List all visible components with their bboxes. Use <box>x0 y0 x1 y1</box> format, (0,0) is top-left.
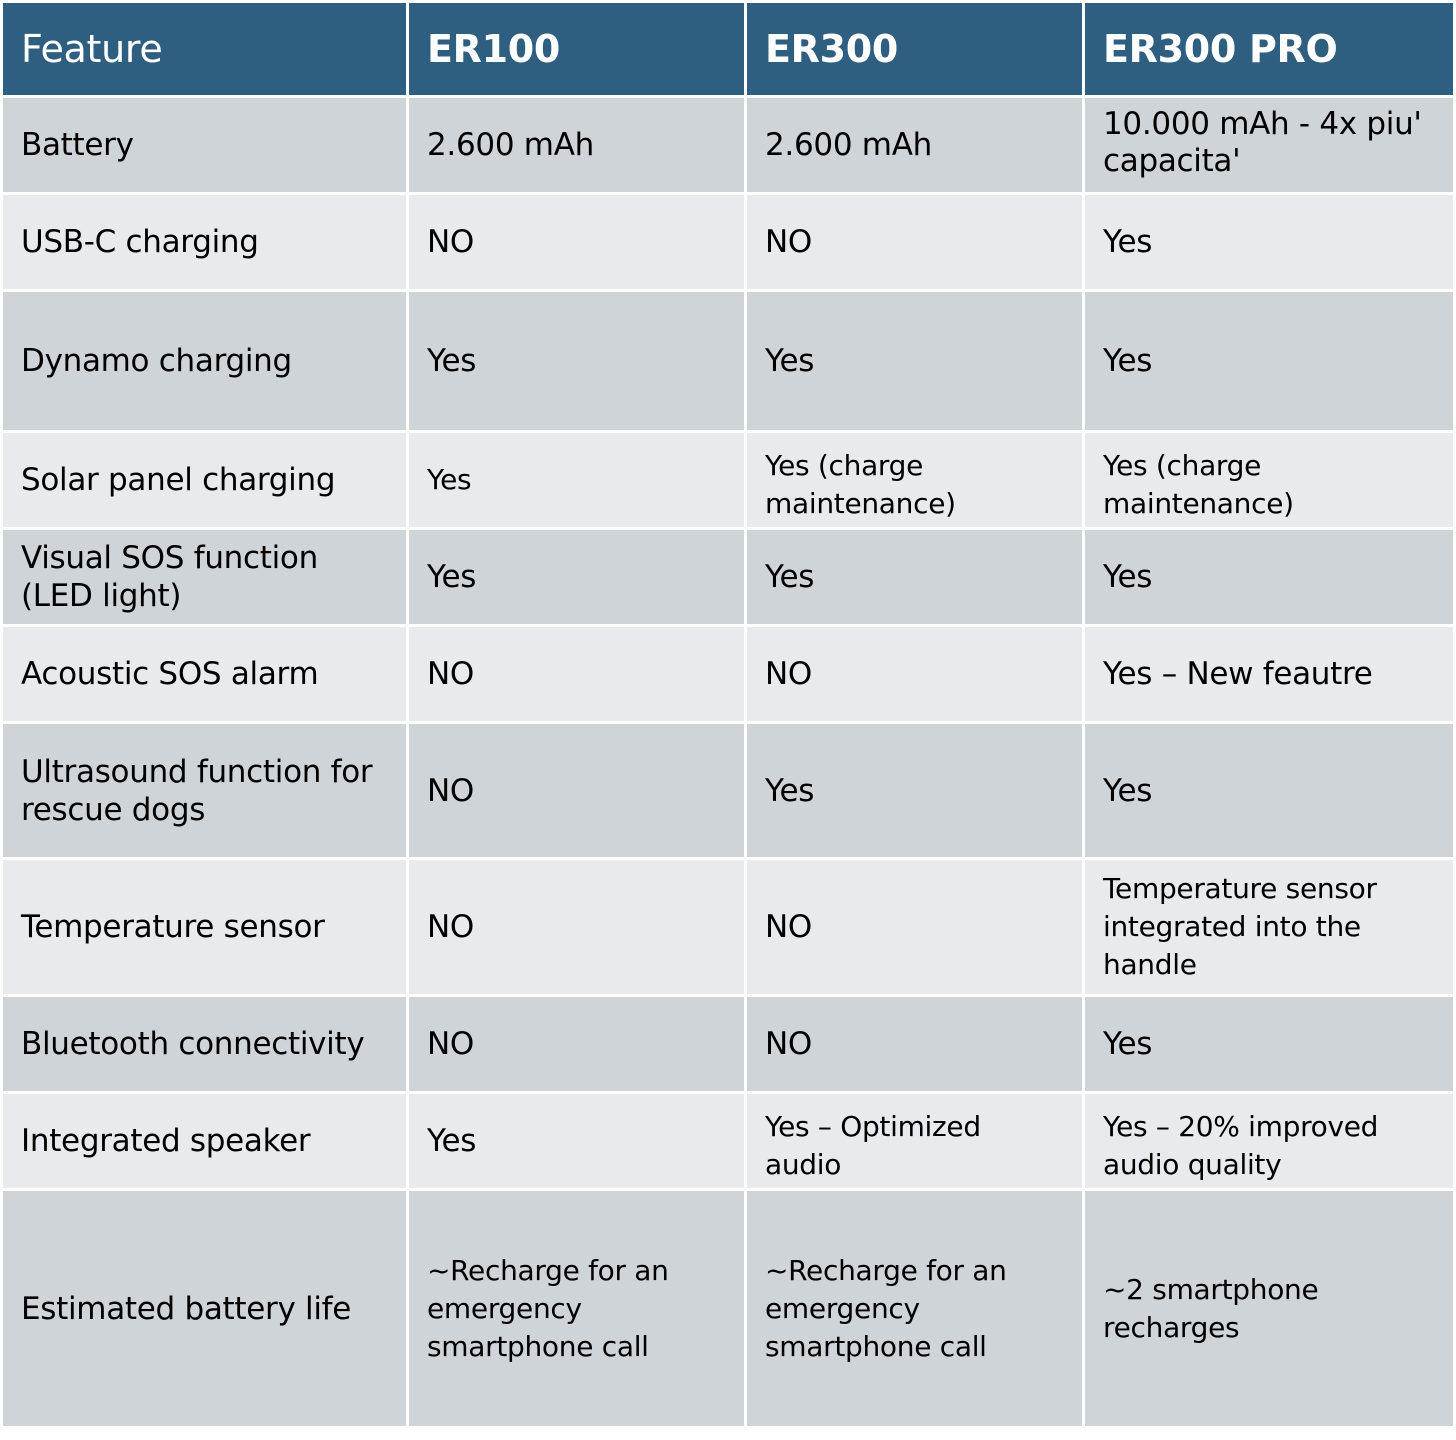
cell-text: NO <box>427 772 474 809</box>
header-er300-label: ER300 <box>765 27 899 71</box>
cell-text: Yes <box>427 559 477 595</box>
row-acoustic-sos-er300-pro <box>1085 627 1453 721</box>
header-er100 <box>409 3 744 95</box>
cell-text: NO <box>427 224 474 260</box>
header-er100-label: ER100 <box>427 27 561 71</box>
row-dynamo-feature <box>3 292 406 430</box>
cell-text: Yes (charge maintenance) <box>1103 449 1294 520</box>
row-temperature-feature <box>3 860 406 994</box>
row-usbc-er300-pro <box>1085 195 1453 289</box>
row-battery-feature <box>3 98 406 192</box>
row-visual-sos-er300 <box>747 530 1082 624</box>
cell-text: Yes <box>1103 559 1153 595</box>
cell-text: Yes <box>765 772 815 809</box>
row-ultrasound-feature <box>3 724 406 857</box>
row-dynamo-er300 <box>747 292 1082 430</box>
cell-text: NO <box>765 1026 812 1062</box>
header-er300 <box>747 3 1082 95</box>
row-battery-life-er300 <box>747 1191 1082 1426</box>
row-visual-sos-feature <box>3 530 406 624</box>
row-ultrasound-er300 <box>747 724 1082 857</box>
cell-text: NO <box>765 656 812 692</box>
cell-text: NO <box>765 909 812 945</box>
cell-text: 10.000 mAh - 4x piu' capacita' <box>1103 106 1422 179</box>
cell-text: Temperature sensor <box>21 909 325 945</box>
row-bluetooth-er100 <box>409 997 744 1091</box>
cell-text: Yes – New feautre <box>1103 656 1373 692</box>
row-dynamo-er300-pro <box>1085 292 1453 430</box>
row-speaker-er100 <box>409 1094 744 1188</box>
row-speaker-er300-pro <box>1085 1094 1453 1188</box>
row-visual-sos-er300-pro <box>1085 530 1453 624</box>
row-ultrasound-er300-pro <box>1085 724 1453 857</box>
cell-text: Yes <box>1103 343 1153 379</box>
cell-text: Temperature sensor integrated into the handle <box>1103 872 1377 981</box>
row-usbc-er100 <box>409 195 744 289</box>
cell-text: Integrated speaker <box>21 1123 311 1159</box>
row-battery-life-feature <box>3 1191 406 1426</box>
cell-text: NO <box>427 656 474 692</box>
cell-text: ~Recharge for an emergency smartphone call <box>765 1253 1007 1363</box>
row-acoustic-sos-feature <box>3 627 406 721</box>
row-solar-er300-pro <box>1085 433 1453 527</box>
row-ultrasound-er100 <box>409 724 744 857</box>
row-dynamo-er100 <box>409 292 744 430</box>
cell-text: Yes <box>1103 1026 1153 1062</box>
row-bluetooth-er300-pro <box>1085 997 1453 1091</box>
cell-text: Yes <box>1103 772 1153 809</box>
cell-text: ~Recharge for an emergency smartphone call <box>427 1253 669 1363</box>
cell-text: Yes – 20% improved audio quality <box>1103 1110 1379 1181</box>
cell-text: Estimated battery life <box>21 1290 352 1327</box>
row-usbc-er300 <box>747 195 1082 289</box>
row-usbc-feature <box>3 195 406 289</box>
header-er300-pro <box>1085 3 1453 95</box>
row-temperature-er100 <box>409 860 744 994</box>
cell-text: Yes (charge maintenance) <box>765 449 956 520</box>
cell-text: Yes <box>1103 224 1153 260</box>
cell-text: Yes – Optimized audio <box>765 1110 981 1181</box>
row-solar-feature <box>3 433 406 527</box>
cell-text: NO <box>427 1026 474 1062</box>
header-er300-pro-label: ER300 PRO <box>1103 27 1338 71</box>
cell-text: Yes <box>765 343 815 379</box>
row-battery-er300-pro <box>1085 98 1453 192</box>
row-bluetooth-er300 <box>747 997 1082 1091</box>
cell-text: Yes <box>427 463 472 496</box>
row-speaker-er300 <box>747 1094 1082 1188</box>
header-feature <box>3 3 406 95</box>
cell-text: Battery <box>21 127 134 163</box>
cell-text: Visual SOS function (LED light) <box>21 540 318 614</box>
row-acoustic-sos-er100 <box>409 627 744 721</box>
row-solar-er300 <box>747 433 1082 527</box>
cell-text: 2.600 mAh <box>765 127 932 163</box>
cell-text: Bluetooth connectivity <box>21 1026 365 1062</box>
row-battery-er300 <box>747 98 1082 192</box>
row-temperature-er300-pro <box>1085 860 1453 994</box>
header-feature-label: Feature <box>21 27 163 71</box>
cell-text: Yes <box>765 559 815 595</box>
row-bluetooth-feature <box>3 997 406 1091</box>
row-visual-sos-er100 <box>409 530 744 624</box>
cell-text: Acoustic SOS alarm <box>21 656 319 692</box>
row-battery-er100 <box>409 98 744 192</box>
cell-text: NO <box>427 909 474 945</box>
cell-text: 2.600 mAh <box>427 127 594 163</box>
cell-text: USB-C charging <box>21 224 259 260</box>
row-solar-er100 <box>409 433 744 527</box>
cell-text: ~2 smartphone recharges <box>1103 1272 1319 1344</box>
comparison-table <box>3 3 1453 1437</box>
cell-text: Yes <box>427 1123 477 1159</box>
cell-text: Yes <box>427 343 477 379</box>
row-acoustic-sos-er300 <box>747 627 1082 721</box>
cell-text: Ultrasound function for rescue dogs <box>21 753 373 828</box>
cell-text: NO <box>765 224 812 260</box>
row-battery-life-er300-pro <box>1085 1191 1453 1426</box>
cell-text: Dynamo charging <box>21 343 292 379</box>
row-battery-life-er100 <box>409 1191 744 1426</box>
row-speaker-feature <box>3 1094 406 1188</box>
cell-text: Solar panel charging <box>21 462 336 498</box>
row-temperature-er300 <box>747 860 1082 994</box>
